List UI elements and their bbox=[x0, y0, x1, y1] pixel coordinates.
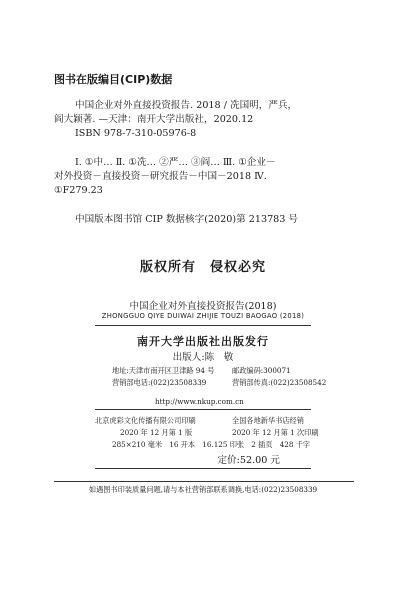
divider-bottom bbox=[95, 468, 311, 469]
cip-line-isbn: ISBN 978-7-310-05976-8 bbox=[75, 128, 197, 139]
cip-line-authors: 阎大颖著. —天津：南开大学出版社，2020.12 bbox=[54, 114, 254, 125]
colophon-publisher: 南开大学出版社出版发行 bbox=[137, 335, 269, 348]
colophon-distributor: 全国各地新华书店经销 bbox=[232, 416, 304, 425]
divider-middle bbox=[95, 409, 311, 410]
cip-line-subject-2: 对外投资－直接投资－研究报告－中国－2018 Ⅳ. bbox=[54, 171, 267, 182]
cip-heading: 图书在版编目(CIP)数据 bbox=[54, 73, 173, 86]
colophon-fax: 营销部传真:(022)23508542 bbox=[232, 378, 327, 387]
colophon-postcode: 邮政编码:300071 bbox=[232, 366, 291, 375]
rights-notice bbox=[0, 256, 406, 275]
colophon-book-title: 中国企业对外直接投资报告(2018) bbox=[129, 301, 277, 312]
colophon-tel: 营销部电话:(022)23508339 bbox=[112, 378, 207, 387]
divider-notice bbox=[54, 481, 354, 482]
cip-line-classification: ①F279.23 bbox=[54, 185, 103, 196]
rights-reserved: 版权所有 bbox=[139, 260, 196, 275]
cip-line-subject-1: Ⅰ. ①中… Ⅱ. ①冼… ②严… ③阎… Ⅲ. ①企业－ bbox=[75, 157, 276, 168]
colophon-pinyin-title: ZHONGGUO QIYE DUIWAI ZHIJIE TOUZI BAOGAO (2018) bbox=[101, 312, 305, 320]
colophon-url: http://www.nkup.com.cn bbox=[155, 397, 244, 406]
colophon-printing: 2020 年 12 月第 1 次印刷 bbox=[232, 428, 319, 437]
cip-line-record-number: 中国版本图书馆 CIP 数据核字(2020)第 213783 号 bbox=[75, 214, 299, 225]
cip-line-title: 中国企业对外直接投资报告. 2018 / 冼国明，严兵， bbox=[75, 100, 298, 111]
colophon-edition: 2020 年 12 月第 1 版 bbox=[120, 428, 193, 437]
divider-top bbox=[95, 325, 311, 326]
colophon-printer: 北京虎彩文化传播有限公司印刷 bbox=[95, 416, 196, 425]
piracy-prohibited: 侵权必究 bbox=[210, 260, 267, 275]
colophon-publisher-person: 出版人:陈 敬 bbox=[172, 352, 234, 363]
quality-notice: 如遇图书印装质量问题,请与本社营销部联系调换,电话:(022)23508339 bbox=[88, 485, 318, 494]
colophon-address: 地址:天津市南开区卫津路 94 号 bbox=[112, 366, 215, 375]
colophon-price: 定价:52.00 元 bbox=[217, 455, 280, 466]
colophon-spec: 285×210 毫米 16 开本 16.125 印张 2 插页 428 千字 bbox=[112, 440, 311, 449]
